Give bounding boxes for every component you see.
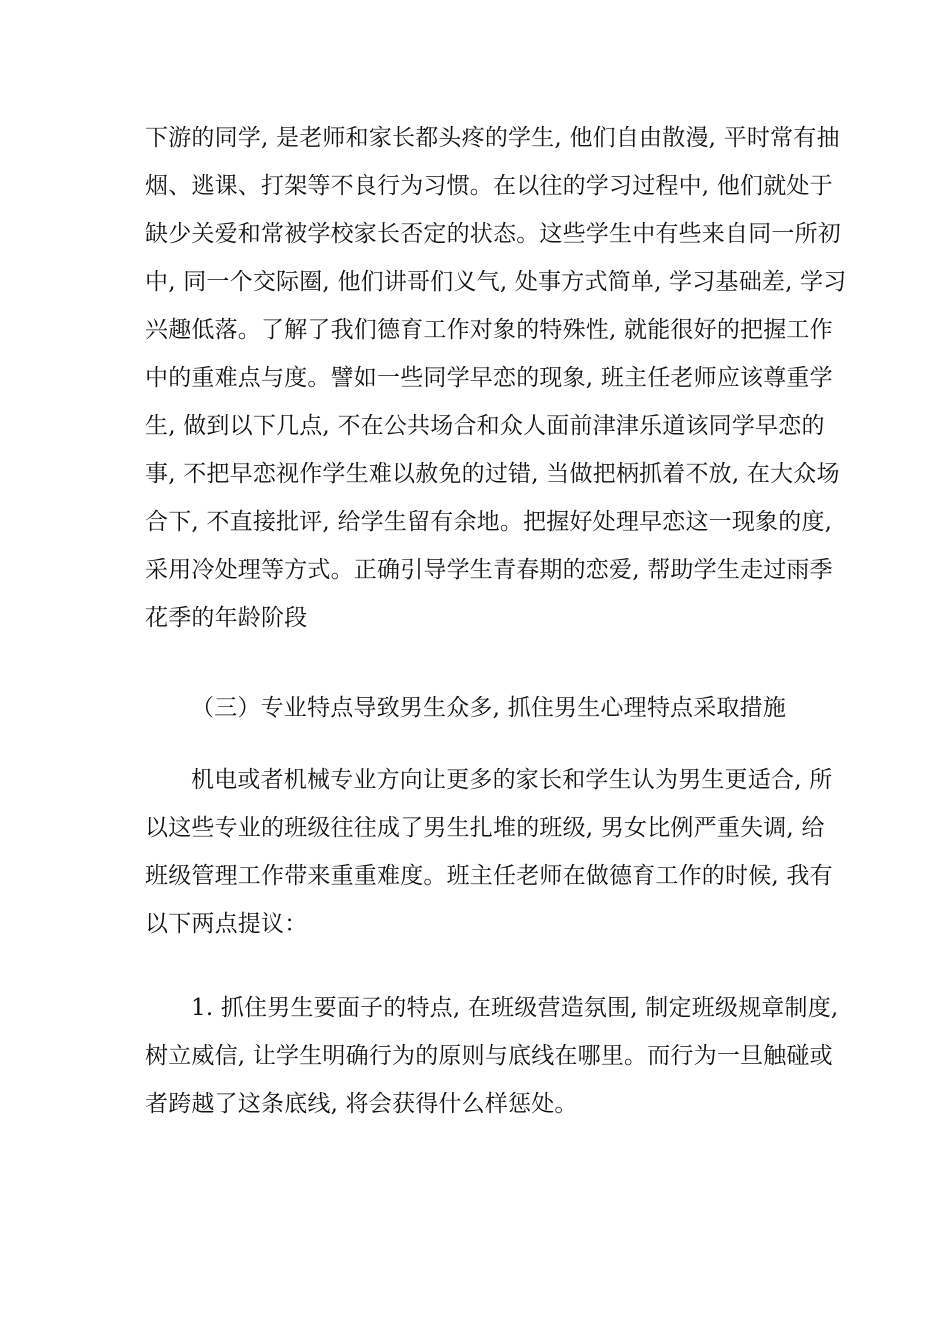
text-line: 事, 不把早恋视作学生难以赦免的过错, 当做把柄抓着不放, 在大众场 [145, 461, 840, 487]
text-line: 合下, 不直接批评, 给学生留有余地。把握好处理早恋这一现象的度, [145, 509, 833, 535]
text-line: 树立威信, 让学生明确行为的原则与底线在哪里。而行为一旦触碰或 [145, 1043, 833, 1069]
text-line: 1. 抓住男生要面子的特点, 在班级营造氛围, 制定班级规章制度, [191, 995, 839, 1021]
section-heading-text: （三）专业特点导致男生众多, 抓住男生心理特点采取措施 [191, 695, 787, 721]
paragraph-body-1 [145, 114, 847, 642]
text-line: 以下两点提议： [145, 911, 308, 937]
text-line: 班级管理工作带来重重难度。班主任老师在做德育工作的时候, 我有 [145, 863, 833, 889]
text-line: 中的重难点与度。譬如一些同学早恋的现象, 班主任老师应该尊重学 [145, 365, 833, 391]
text-line: 机电或者机械专业方向让更多的家长和学生认为男生更适合, 所 [191, 767, 833, 793]
text-line: 下游的同学, 是老师和家长都头疼的学生, 他们自由散漫, 平时常有抽 [145, 125, 840, 151]
text-line: 花季的年龄阶段 [145, 605, 308, 631]
text-line: 中, 同一个交际圈, 他们讲哥们义气, 处事方式简单, 学习基础差, 学习 [145, 269, 847, 295]
text-line: 烟、逃课、打架等不良行为习惯。在以往的学习过程中, 他们就处于 [145, 173, 833, 199]
paragraph-body-3 [145, 984, 839, 1128]
text-line: 缺少关爱和常被学校家长否定的状态。这些学生中有些来自同一所初 [145, 221, 841, 247]
text-line: 生, 做到以下几点, 不在公共场合和众人面前津津乐道该同学早恋的 [145, 413, 825, 439]
paragraph-body-2 [145, 756, 833, 948]
text-line: 采用冷处理等方式。正确引导学生青春期的恋爱, 帮助学生走过雨季 [145, 557, 833, 583]
text-line: 者跨越了这条底线, 将会获得什么样惩处。 [145, 1091, 578, 1117]
text-line: 以这些专业的班级往往成了男生扎堆的班级, 男女比例严重失调, 给 [145, 815, 825, 841]
text-line: 兴趣低落。了解了我们德育工作对象的特殊性, 就能很好的把握工作 [145, 317, 833, 343]
section-heading [145, 684, 810, 732]
